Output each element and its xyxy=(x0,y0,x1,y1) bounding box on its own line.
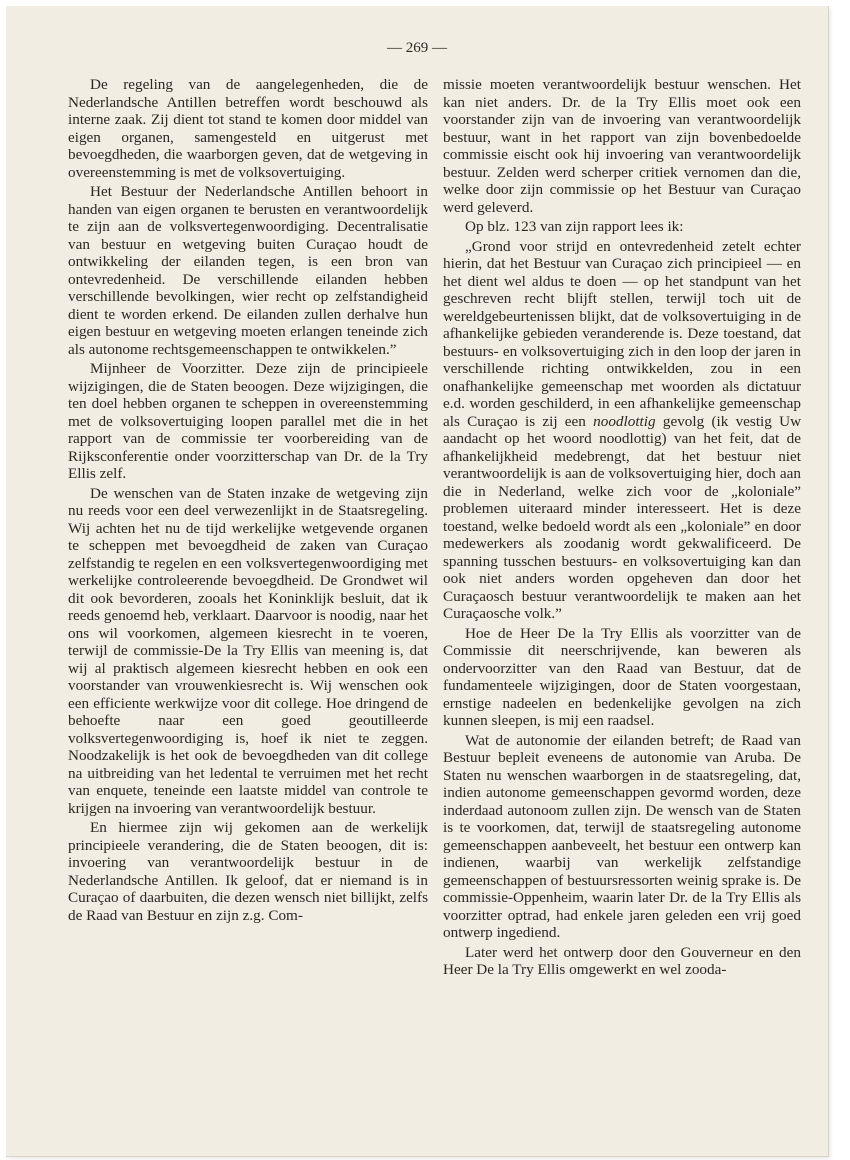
paragraph: Later werd het ontwerp door den Gouverneur en den Heer De la Try Ellis omgewerkt en wel zooda- xyxy=(443,943,801,978)
paragraph: Mijnheer de Voorzitter. Deze zijn de principieele wijzigingen, die de Staten beoogen. Deze wijzigingen, die ten doel hebben organen te scheppen in overeenstemming met de volksovertuiging loopen parallel met die in het rapport van de commissie ter voorbereiding van de Rijksconferentie onder voorzitterschap van Dr. de la Try Ellis zelf. xyxy=(68,360,428,482)
document-page xyxy=(6,6,829,1157)
quoted-paragraph xyxy=(443,238,801,623)
emphasized-word: noodlottig xyxy=(593,412,656,430)
page-number: — 269 — xyxy=(387,40,447,56)
paragraph: Hoe de Heer De la Try Ellis als voorzitter van de Commissie dit neerschrijvende, kan beweren als ondervoorzitter van den Raad van Bestuur, dat de fundamenteele wijzigingen, door de Staten voorgestaan, ernstige nadeelen en bedenkelijke gevolgen na zich kunnen sleepen, is mij een raadsel. xyxy=(443,624,801,729)
paragraph: En hiermee zijn wij gekomen aan de werkelijk principieele verandering, die de Staten beoogen, dit is: invoering van verantwoordelijk bestuur in de Nederlandsche Antillen. Ik geloof, dat er niemand is in Curaçao of daarbuiten, die dezen wensch niet billijkt, zelfs de Raad van Bestuur en zijn z.g. Com- xyxy=(68,819,428,924)
paragraph: Het Bestuur der Nederlandsche Antillen behoort in handen van eigen organen te berusten en verantwoordelijk te zijn aan de volksvertegenwoordiging. Decentralisatie van bestuur en wetgeving buiten Curaçao houdt de ontwikkeling der eilanden tegen, is een bron van ontevredenheid. De verschillende eilanden hebben verschillende bevolkingen, wier recht op zelfstandigheid dient te worden erkend. De eilanden zullen derhalve hun eigen bestuur en wetgeving moeten erlangen teneinde zich als autonome rechtsgemeenschappen te ontwikkelen.” xyxy=(68,183,428,358)
left-column xyxy=(68,76,428,924)
paragraph: De regeling van de aangelegenheden, die de Nederlandsche Antillen betreffen wordt beschouwd als interne zaak. Zij dient tot stand te komen door middel van eigen organen, samengesteld en uitgerust met bevoegdheden, die waarborgen geven, dat de wetgeving in overeenstemming is met de volksovertuiging. xyxy=(68,76,428,181)
paragraph: Wat de autonomie der eilanden betreft; de Raad van Bestuur bepleit eveneens de autonomie van Aruba. De Staten nu wenschen waarborgen in de staatsregeling, dat, indien autonome gemeenschappen gevormd worden, deze inderdaad autonoom zullen zijn. De wensch van de Staten is te voorkomen, dat, terwijl de staatsregeling autonome gemeenschappen aanbeveelt, het bestuur een ontwerp kan indienen, waarbij van werkelijk zelfstandige gemeenschappen of bestuursressorten weinig sprake is. De commissie-Oppenheim, waarin later Dr. de la Try Ellis als voorzitter optrad, had enkele jaren geleden een vrij goed ontwerp ingediend. xyxy=(443,731,801,941)
quote-text: gevolg (ik vestig Uw aandacht op het woord noodlottig) van het feit, dat de afhankelijkheid medebrengt, dat het bestuur niet verantwoordelijk is aan de volksovertuiging hier, doch aan die in Nederland, welke zich voor de „koloniale” problemen uiteraard minder interesseert. Het is deze toestand, welke bedoeld wordt als een „koloniale” en door medewerkers als zoodanig wordt gekwalificeerd. De spanning tusschen bestuurs- en volksovertuiging kan dan ook niet anders worden opgeheven dan door het Curaçaosch bestuur verantwoordelijk te maken aan het Curaçaosche volk.” xyxy=(443,412,802,622)
right-column xyxy=(443,76,801,979)
paragraph: missie moeten verantwoordelijk bestuur wenschen. Het kan niet anders. Dr. de la Try Ellis moet ook een voorstander zijn van de invoering van verantwoordelijk bestuur, want in het rapport van zijn bovenbedoelde commissie eischt ook hij invoering van verantwoordelijk bestuur. Zelden werd scherper critiek vernomen dan die, welke door zijn commissie op het Bestuur van Curaçao werd geleverd. xyxy=(443,76,801,216)
paragraph: Op blz. 123 van zijn rapport lees ik: xyxy=(465,218,684,235)
paragraph: De wenschen van de Staten inzake de wetgeving zijn nu reeds voor een deel verwezenlijkt in de Staatsregeling. Wij achten het nu de tijd werkelijke wetgevende organen te scheppen met bevoegdheid de zaken van Curaçao zelfstandig te regelen en een volksvertegenwoordiging met werkelijke controleerende bevoegdheid. De Grondwet wil dit ook bevorderen, zooals het Koninklijk besluit, dat ik reeds genoemd heb, verklaart. Daarvoor is noodig, naar het ons wil voorkomen, algemeen kiesrecht in te voeren, terwijl de commissie-De la Try Ellis van meening is, dat wij al praktisch algemeen kiesrecht hebben en ook een voorstander van vrouwenkiesrecht is. Wij wenschen ook een efficiente werkwijze voor dit college. Hoe dringend de behoefte naar een goed geoutilleerde volksvertegenwoordiging is, hoef ik niet te zeggen. Noodzakelijk is het ook de bevoegdheden van dit college na uitbreiding van het ledental te verruimen met het recht van enquete, teneinde een laatste middel van controle te krijgen na invoering van verantwoordelijk bestuur. xyxy=(68,484,428,817)
quote-text: „Grond voor strijd en ontevredenheid zetelt echter hierin, dat het Bestuur van Curaçao zich principieel — en het dient wel aldus te doen — op het standpunt van het geschreven recht blijft stellen, terwijl toch uit de wereldgebeurtenissen blijkt, dat de volksovertuiging in de afhankelijke gebieden veranderende is. Deze toestand, dat bestuurs- en volksovertuiging zich in den loop der jaren in verschillende richting ontwikkelden, zou in een onafhankelijke gemeenschap met woorden als dictatuur e.d. worden geschilderd, in een afhankelijke gemeenschap als Curaçao is zij een xyxy=(443,237,801,430)
